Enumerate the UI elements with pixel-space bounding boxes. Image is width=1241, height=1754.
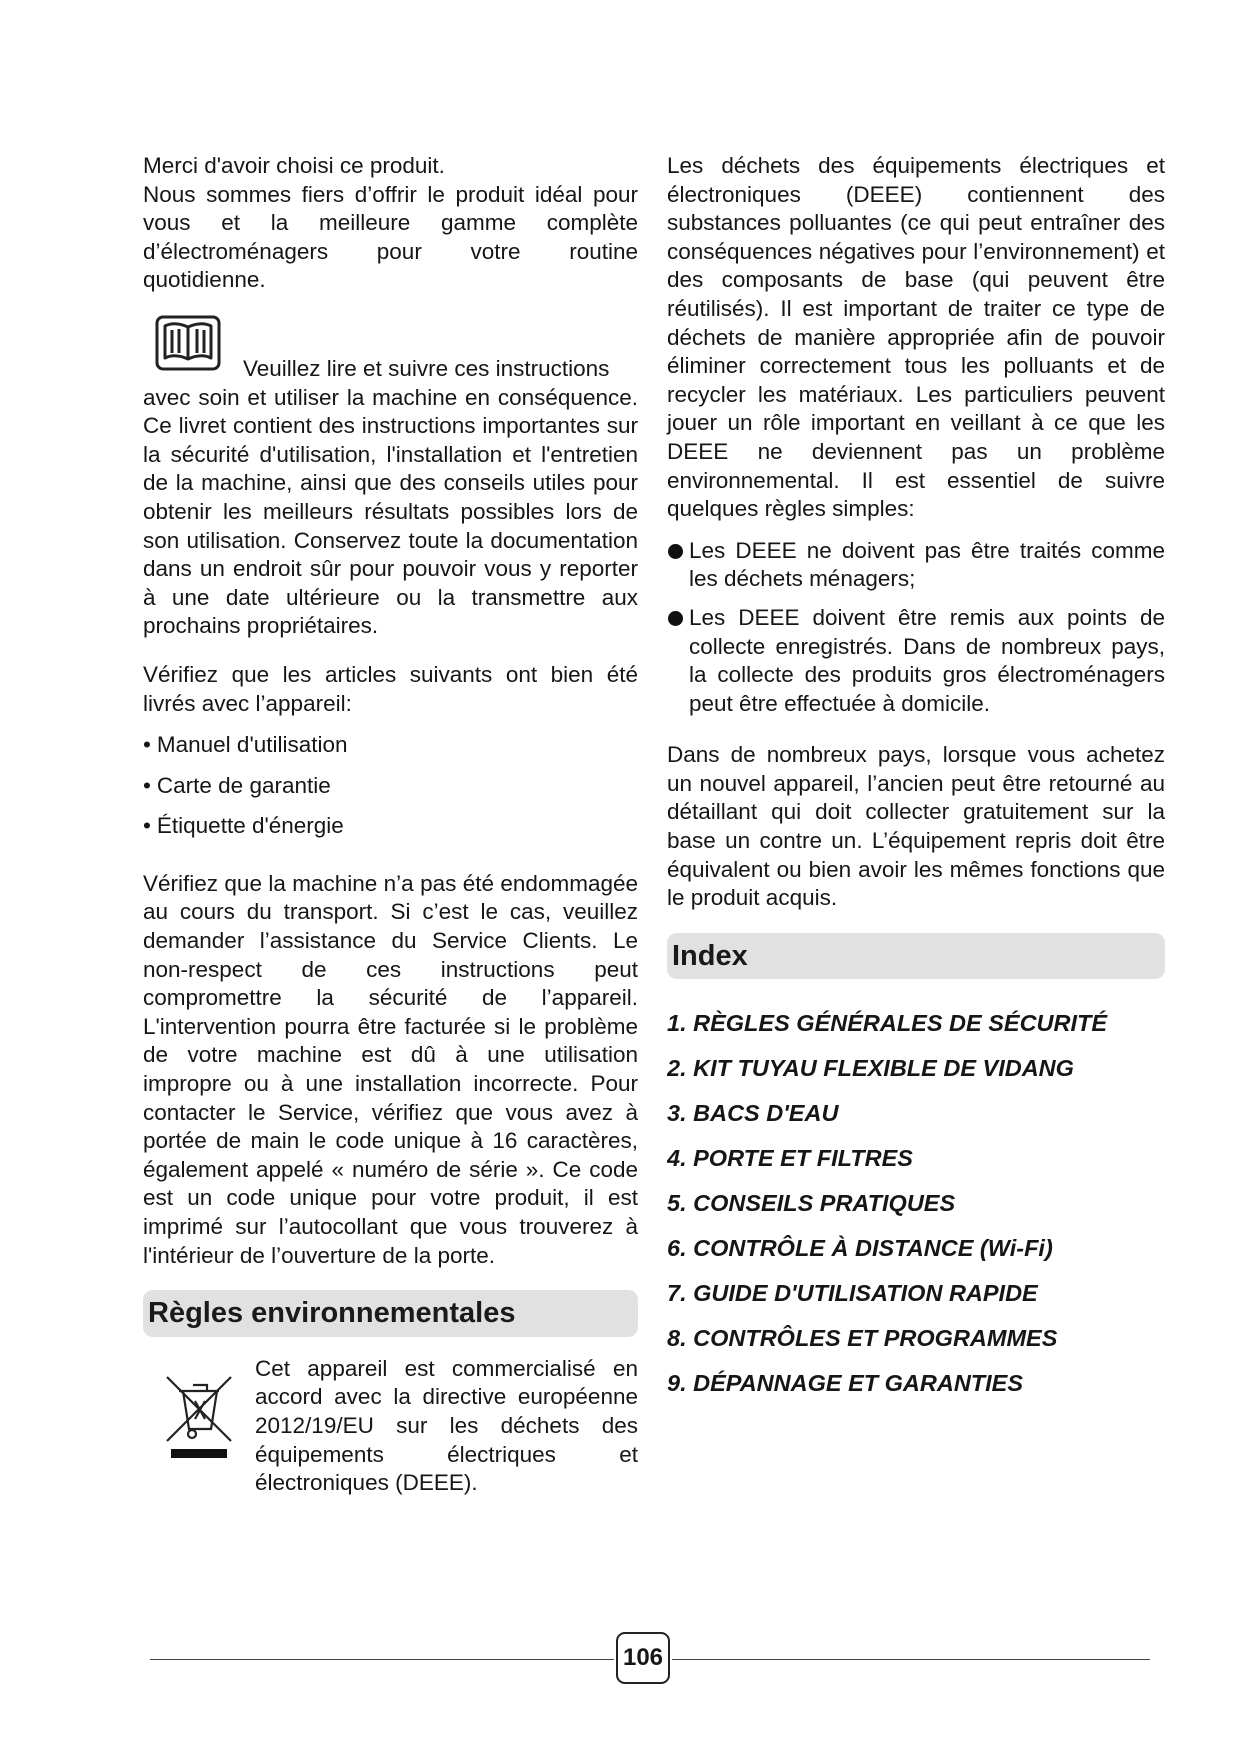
read-instructions-first-line: Veuillez lire et suivre ces instructions xyxy=(243,355,610,381)
index-item[interactable]: 7. GUIDE D'UTILISATION RAPIDE xyxy=(667,1280,1038,1307)
index-item[interactable]: 6. CONTRÔLE À DISTANCE (Wi-Fi) xyxy=(667,1235,1053,1262)
environment-heading: Règles environnementales xyxy=(143,1290,638,1337)
index-item[interactable]: 2. KIT TUYAU FLEXIBLE DE VIDANG xyxy=(667,1055,1074,1082)
delivered-items-list xyxy=(143,731,638,841)
index-item[interactable]: 1. RÈGLES GÉNÉRALES DE SÉCURITÉ xyxy=(667,1010,1108,1037)
index-heading: Index xyxy=(667,933,1165,980)
footer-divider-left xyxy=(150,1659,614,1660)
list-item: • Étiquette d'énergie xyxy=(143,812,638,841)
open-book-icon xyxy=(155,315,221,371)
check-items-intro: Vérifiez que les articles suivants ont bien été livrés avec l’appareil: xyxy=(143,661,638,716)
index-item[interactable]: 5. CONSEILS PRATIQUES xyxy=(667,1190,956,1217)
crossed-out-wheelie-bin-icon xyxy=(163,1371,235,1461)
page-footer xyxy=(150,1632,1150,1686)
retailer-text: Dans de nombreux pays, lorsque vous achetez un nouvel appareil, l’ancien peut être retourné au détaillant qui doit collecter gratuitement sur la base un contre un. L’équipement repris doit être équivalent ou bien avoir les mêmes fonctions que le produit acquis. xyxy=(667,742,1165,911)
read-instructions-block xyxy=(143,315,638,641)
read-instructions-text: avec soin et utiliser la machine en conséquence. Ce livret contient des instructions importantes sur la sécurité d'utilisation, l'installation et l'entretien de la machine, ainsi que des conseils utiles pour obtenir les meilleurs résultats possibles lors de son utilisation. Conservez toute la documentation dans un endroit sûr pour pouvoir vous y reporter à une date ultérieure ou la transmettre aux prochains propriétaires. xyxy=(143,384,638,639)
right-column xyxy=(667,152,1165,1414)
weee-rules-list xyxy=(667,537,1165,719)
index-list xyxy=(667,1009,1165,1397)
intro-text: Nous sommes fiers d’offrir le produit idéal pour vous et la meilleure gamme complète d’électroménagers pour votre routine quotidienne. xyxy=(143,181,638,293)
list-item: • Manuel d'utilisation xyxy=(143,731,638,760)
list-item: • Carte de garantie xyxy=(143,772,638,801)
list-item: Les DEEE ne doivent pas être traités comme les déchets ménagers; xyxy=(667,537,1165,594)
environment-block xyxy=(143,1355,638,1498)
index-item[interactable]: 9. DÉPANNAGE ET GARANTIES xyxy=(667,1370,1024,1397)
damage-check-text: Vérifiez que la machine n’a pas été endommagée au cours du transport. Si c’est le cas, veuillez demander l’assistance du Service Clients. Le non-respect de ces instructions peut compromettre la sécurité de l’appareil. L'intervention pourra être facturée si le problème de votre machine est dû à une utilisation impropre ou à une installation incorrecte. Pour contacter le Service, vérifiez que vous avez à portée de main le code unique à 16 caractères, également appelé « numéro de série ». Ce code est un code unique pour votre produit, il est imprimé sur l’autocollant que vous trouverez à l'intérieur de l’ouverture de la porte. xyxy=(143,870,638,1268)
index-item[interactable]: 8. CONTRÔLES ET PROGRAMMES xyxy=(667,1325,1058,1352)
page-number: 106 xyxy=(616,1632,670,1684)
left-column xyxy=(143,152,638,1498)
list-item: Les DEEE doivent être remis aux points de collecte enregistrés. Dans de nombreux pays, la collecte des produits gros électroménagers peut être effectuée à domicile. xyxy=(667,604,1165,718)
weee-intro-text: Les déchets des équipements électriques et électroniques (DEEE) contiennent des substances polluantes (ce qui peut entraîner des conséquences négatives pour l’environnement) et des composants de base (qui peuvent être réutilisés). Il est important de traiter ce type de déchets de manière appropriée afin de pouvoir éliminer correctement tous les polluants et de recycler les matériaux. Les particuliers peuvent jouer un rôle important en veillant à ce que les DEEE ne deviennent pas un problème environnemental. Il est essentiel de suivre quelques règles simples: xyxy=(667,153,1165,522)
environment-text: Cet appareil est commercialisé en accord avec la directive européenne 2012/19/EU sur les déchets des équipements électriques et électroniques (DEEE). xyxy=(255,1355,638,1496)
footer-divider-right xyxy=(672,1659,1150,1660)
index-item[interactable]: 4. PORTE ET FILTRES xyxy=(667,1145,913,1172)
index-item[interactable]: 3. BACS D'EAU xyxy=(667,1100,839,1127)
intro-thanks: Merci d'avoir choisi ce produit. xyxy=(143,153,445,178)
